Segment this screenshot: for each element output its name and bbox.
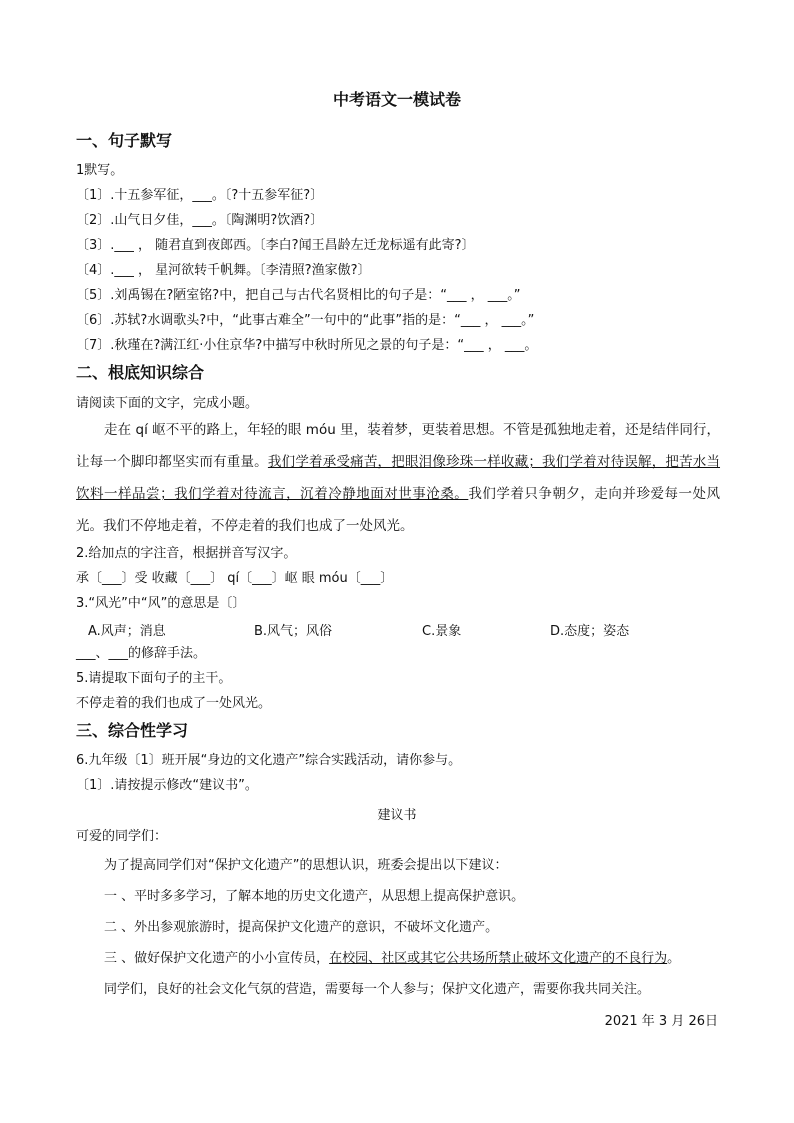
proposal-greeting: 可爱的同学们： [76,829,168,844]
question-6: 6.九年级〔1〕班开展“身边的文化遗产”综合实践活动，请你参与。 [76,753,462,768]
section-1-heading: 一、句子默写 [76,131,173,150]
suggestion-3-start: 三 、做好保护文化遗产的小小宣传员， [104,951,330,966]
question-5-sentence: 不停走着的我们也成了一处风光。 [76,696,272,711]
passage-part-1: 走在 qí 岖不平的路上，年轻的眼 móu 里，装着梦，更装着思想。不管是孤独地走着，还是结伴同行，让每一个脚印都坚实而有重量。 [76,422,720,470]
q1-item-4: 〔4〕.___ ， 星河欲转千帆舞。〔李清照?渔家傲?〕 [76,263,371,278]
passage-underlined: 我们学着承受痛苦，把眼泪像珍珠一样收藏；我们学着对待误解，把苦水当饮料一样品尝；我们学着对待流言，沉着冷静地面对世事沧桑。 [76,454,721,502]
passage-part-2: 我们学着只争朝夕，走向并珍爱每一处风光。我们不停地走着，不停走着的我们也成了一处风光。 [76,486,721,534]
option-c: C.景象 [422,624,462,639]
section-2-heading: 二、根底知识综合 [76,363,205,382]
proposal-title: 建议书 [377,808,417,823]
q1-item-2: 〔2〕.山气日夕佳，___。〔陶渊明?饮酒?〕 [76,213,324,228]
section-3-heading: 三、综合性学习 [76,721,189,740]
question-2: 2.给加点的字注音，根据拼音写汉字。 [76,546,297,561]
question-2-blanks: 承〔___〕受 收藏〔___〕 qí〔___〕岖 眼 móu〔___〕 [76,571,394,586]
suggestion-3-end: 。 [667,951,681,966]
page-title: 中考语文一模试卷 [332,90,461,109]
option-a: A.风声；消息 [88,624,166,639]
suggestion-1: 一 、平时多多学习，了解本地的历史文化遗产，从思想上提高保护意识。 [104,889,525,904]
proposal-intro: 为了提高同学们对“保护文化遗产”的思想认识，班委会提出以下建议： [104,858,508,873]
question-1-label: 1默写。 [76,163,124,178]
suggestion-3 [104,950,680,968]
suggestion-2: 二 、外出参观旅游时，提高保护文化遗产的意识，不破坏文化遗产。 [104,920,499,935]
question-4: ___、___的修辞手法。 [76,646,207,661]
question-5: 5.请提取下面句子的主干。 [76,671,232,686]
question-6-1: 〔1〕.请按提示修改“建议书”。 [76,778,258,793]
proposal-date: 2021 年 3 月 26日 [604,1014,718,1029]
q1-item-6: 〔6〕.苏轼?水调歌头?中，“此事古难全”一句中的“此事”指的是：“___ ， ___。” [76,313,535,328]
reading-intro: 请阅读下面的文字，完成小题。 [76,396,259,411]
q1-item-5: 〔5〕.刘禹锡在?陋室铭?中，把自己与古代名贤相比的句子是：“___ ， ___。” [76,288,521,303]
q1-item-7: 〔7〕.秋瑾在?满江红·小住京华?中描写中秋时所见之景的句子是：“___ ， ___。 [76,338,538,353]
q1-item-1: 〔1〕.十五参军征，___。〔?十五参军征?〕 [76,188,324,203]
suggestion-3-underlined: 在校园、社区或其它公共场所禁止破坏文化遗产的不良行为 [329,951,668,966]
q1-item-3: 〔3〕.___ ， 随君直到夜郎西。〔李白?闻王昌龄左迁龙标遥有此寄?〕 [76,238,475,253]
proposal-closing: 同学们，良好的社会文化气氛的营造，需要每一个人参与；保护文化遗产，需要你我共同关注。 [104,982,651,997]
option-d: D.态度；姿态 [550,624,630,639]
reading-passage [76,414,720,542]
option-b: B.风气；风俗 [254,624,333,639]
question-3: 3.“风光”中“风”的意思是〔〕 [76,596,246,611]
